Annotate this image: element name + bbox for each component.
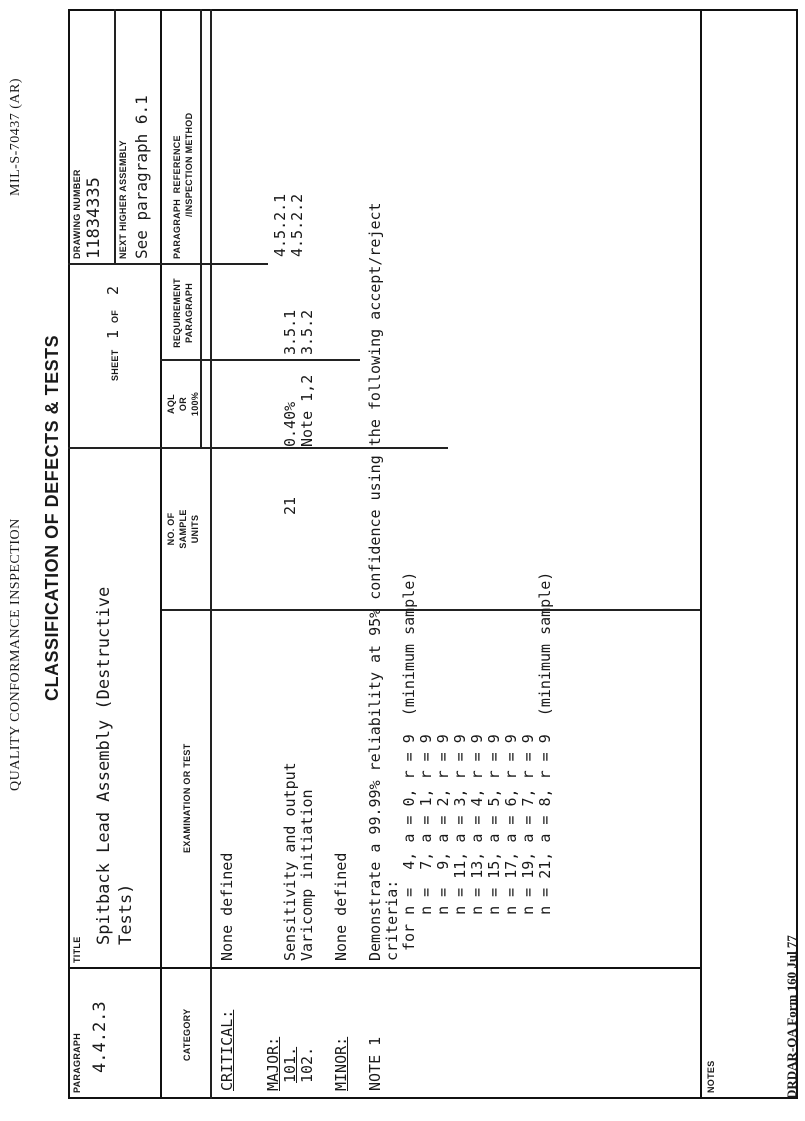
drawing-number-value: 11834335 xyxy=(84,177,104,259)
header-divider xyxy=(160,9,162,1099)
major-item-101: 101. xyxy=(281,1046,299,1083)
criteria-row: n = 13, a = 4, r = 9 xyxy=(468,734,486,951)
sheet-divider-bottom xyxy=(200,9,202,449)
sheet-number: 1 xyxy=(104,329,122,339)
drawing-divider xyxy=(114,9,116,265)
category-critical: CRITICAL: xyxy=(218,1009,236,1091)
criteria-row: n = 21, a = 8, r = 9 (minimum sample) xyxy=(536,571,554,951)
criteria-row: n = 7, a = 1, r = 9 xyxy=(417,734,435,951)
header-left: QUALITY CONFORMANCE INSPECTION xyxy=(8,518,23,791)
req-101: 3.5.1 xyxy=(281,309,299,355)
criteria-row: n = 17, a = 6, r = 9 xyxy=(502,734,520,951)
minor-exam: None defined xyxy=(332,852,350,961)
sheet-label: SHEET xyxy=(110,349,120,381)
sheet-of: OF xyxy=(110,309,120,323)
criteria-row: n = 11, a = 3, r = 9 xyxy=(451,734,469,951)
criteria-row: for n = 4, a = 0, r = 9 (minimum sample) xyxy=(400,571,418,951)
critical-exam: None defined xyxy=(218,852,236,961)
note-line-2: criteria: xyxy=(383,879,401,961)
next-higher-assembly-label: NEXT HIGHER ASSEMBLY xyxy=(118,140,128,259)
title-value-line1: Spitback Lead Assembly (Destructive xyxy=(94,586,114,945)
criteria-row: n = 19, a = 7, r = 9 xyxy=(519,734,537,951)
req-col-divider xyxy=(68,264,268,266)
notes-divider xyxy=(700,9,702,1099)
col-header-sample-3: UNITS xyxy=(190,514,200,544)
col-header-sample-1: NO. OF xyxy=(166,512,176,546)
page-title: CLASSIFICATION OF DEFECTS & TESTS xyxy=(42,334,62,701)
drawing-number-label: DRAWING NUMBER xyxy=(72,169,82,259)
aql-101: 0.40% xyxy=(281,401,299,447)
note-line-1: Demonstrate a 99.99% reliability at 95% confidence using the following accept/reject xyxy=(366,202,384,961)
column-header-divider xyxy=(210,9,212,1099)
title-label: TITLE xyxy=(72,936,82,963)
sheet-total: 2 xyxy=(104,285,122,295)
category-col-divider xyxy=(68,967,700,969)
exam-101: Sensitivity and output xyxy=(281,762,299,961)
paragraph-label: PARAGRAPH xyxy=(72,1032,82,1093)
col-header-req-1: REQUIREMENT xyxy=(172,278,182,348)
col-header-aql-1: AQL xyxy=(166,394,176,414)
notes-label: NOTES xyxy=(706,1060,716,1093)
col-header-aql-2: OR xyxy=(178,396,188,412)
col-header-req-2: PARAGRAPH xyxy=(184,282,194,344)
req-102: 3.5.2 xyxy=(298,309,316,355)
ref-102: 4.5.2.2 xyxy=(288,193,306,257)
header-right: MIL-S-70437 (AR) xyxy=(8,77,23,196)
next-higher-assembly-value: See paragraph 6.1 xyxy=(132,95,151,259)
col-header-exam: EXAMINATION OR TEST xyxy=(182,743,192,853)
category-major: MAJOR: xyxy=(264,1036,282,1091)
ref-101: 4.5.2.1 xyxy=(271,193,289,257)
exam-102: Varicomp initiation xyxy=(298,789,316,961)
paragraph-value: 4.4.2.3 xyxy=(90,1001,110,1073)
criteria-row: n = 9, a = 2, r = 9 xyxy=(434,734,452,951)
col-header-aql-3: 100% xyxy=(190,391,200,417)
criteria-row: n = 15, a = 5, r = 9 xyxy=(485,734,503,951)
major-item-102: 102. xyxy=(298,1046,316,1083)
col-header-sample-2: SAMPLE xyxy=(178,509,188,549)
category-minor: MINOR: xyxy=(332,1036,350,1091)
title-value-line2: Tests) xyxy=(116,883,136,945)
sample-col-divider xyxy=(68,448,448,450)
category-note-1: NOTE 1 xyxy=(366,1036,384,1091)
aql-102: Note 1,2 xyxy=(298,374,316,447)
exam-col-divider xyxy=(162,610,700,612)
col-header-ref-2: /INSPECTION METHOD xyxy=(184,112,194,217)
col-header-category: CATEGORY xyxy=(182,1008,192,1061)
col-header-ref-1: PARAGRAPH REFERENCE xyxy=(172,135,182,259)
aql-col-divider xyxy=(160,360,360,362)
sample-101: 21 xyxy=(281,496,299,515)
form-footer: DRDAR-QA Form 160 Jul 77 xyxy=(784,935,799,1099)
